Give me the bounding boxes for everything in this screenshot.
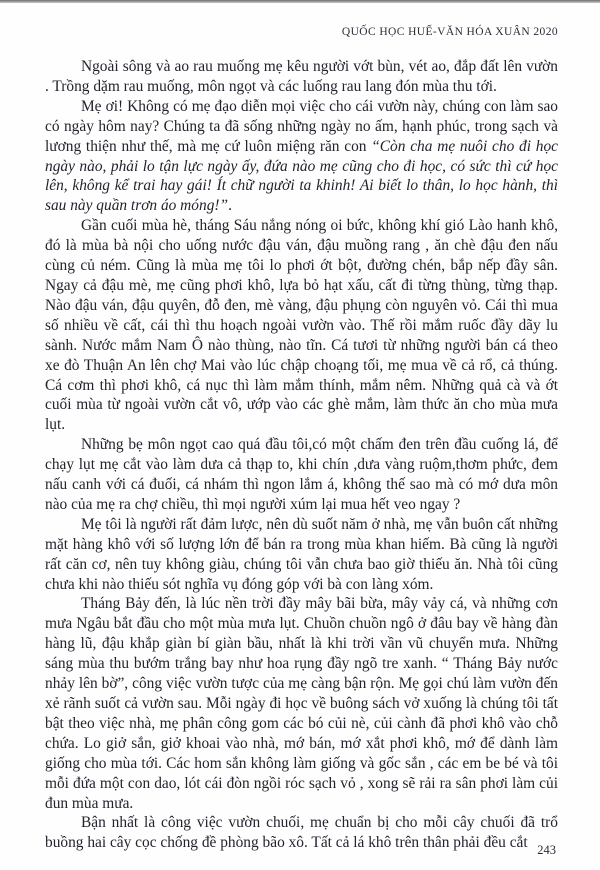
scan-top-edge <box>0 0 600 3</box>
text-run: Những bẹ môn ngọt cao quá đầu tôi,có một chấm đen trên đầu cuống lá, để chạy lụt mẹ cắt vào làm dưa cả thạp to, khi chín ,dưa vàng ruộm,thơm phức, đem nấu canh với cá đuối, cá nhám thì ngon lắm á, không thế sao mà có mớ dưa môn nào của mẹ ra chợ chiều, thì mọi người xúm lại mua hết veo ngay ? <box>45 436 558 513</box>
text-run: Tháng Bảy đến, là lúc nền trời đầy mây bãi bừa, mây vảy cá, và những cơn mưa Ngâu bắt đầu cho một mùa mưa lụt. Chuồn chuồn ngô ở đâu bay về hàng đàn hàng lũ, đậu khắp giàn bí giàn bầu, nhất là khi trời vần vũ chuyển mưa. Những sáng mùa thu bướm trắng bay như hoa rụng đầy ngõ tre xanh. “ Tháng Bảy nước nhảy lên bờ”, công việc vườn tược của mẹ càng bận rộn. Mẹ gọi chú làm vườn đến xẻ rãnh suốt cả vườn sau. Mỗi ngày đi học về buông sách vở xuống là chúng tôi tất bật theo việc nhà, mẹ phân công gom các bó củi nè, củi cành đã phơi khô vào chỗ chứa. Lo giở sắn, giở khoai vào nhà, mớ bán, mớ xắt phơi khô, mớ để dành làm giống cho mùa tới. Các hom sắn không làm giống và gốc sắn , các em be bé và tôi mỗi đứa một con dao, lót cái đòn ngồi róc sạch vỏ , xong sẽ rải ra sân phơi làm củi đun mùa mưa. <box>45 595 558 812</box>
quoted-speech: “Còn cha mẹ nuôi cho đi học ngày nào, phải lo tận lực ngày ấy, đứa nào mẹ cũng cho đi học, có sức thì cứ học lên, không kể trai hay gái! Ít chữ người ta khinh! Ai biết lo thân, lo học hành, thì sau này quần trơn áo móng!” <box>45 137 559 215</box>
page-body <box>45 57 558 853</box>
text-run: Mẹ tôi là người rất đảm lược, nên dù suốt năm ở nhà, mẹ vẫn buôn cất những mặt hàng khô với số lượng lớn để bán ra trong mùa khan hiếm. Bà cũng là người rất căn cơ, nên tuy không giàu, chúng tôi vẫn chưa bao giờ thiếu ăn. Nhà tôi cũng chưa khi nào thiếu sót nghĩa vụ đóng góp với bà con làng xóm. <box>45 515 558 593</box>
paragraph <box>45 594 558 813</box>
text-run: . <box>228 197 232 215</box>
running-header: QUỐC HỌC HUẾ-VĂN HÓA XUÂN 2020 <box>341 26 558 38</box>
text-run: Gần cuối mùa hè, tháng Sáu nắng nóng oi bức, không khí gió Lào hanh khô, đó là mùa bà nội cho uống nước đậu ván, đậu muồng rang , ăn chè đậu đen nấu cùng củ ném. Cũng là mùa mẹ tôi lo phơi ớt bột, đường chén, bắp nếp đầy sân. Ngay cả đậu mè, mẹ cũng phơi khô, lựa bỏ hạt xấu, cất đi từng thùng, từng thạp. Nào đậu ván, đậu quyên, đỗ đen, mè vàng, đậu phụng còn nguyên vỏ. Cái thì mua số nhiều về cất, cái thì thu hoạch ngoài vườn vào. Thế rồi mắm ruốc đầy dãy lu sành. Nước mắm Nam Ô nào thùng, nào tĩn. Cá tươi từ những người bán cá theo xe đò Thuận An lên chợ Mai vào lúc chập choạng tối, mẹ mua về cả rổ, cả thúng. Cá cơm thì phơi khô, cá nục thì làm mắm thính, mắm nêm. Những quả cà và ớt cuối mùa từ ngoài vườn cắt vô, ướp vào các ghè mắm, làm thức ăn cho mùa mưa lụt. <box>45 217 558 434</box>
paragraph <box>45 216 558 435</box>
text-run: Mẹ ơi! Không có mẹ đạo diễn mọi việc cho cái vườn này, chúng con làm sao có ngày hôm nay? Chúng ta đã sống những ngày no ấm, hạnh phúc, trong sạch và lương thiện như thế, mà mẹ cứ luôn miệng răn con <box>45 97 558 155</box>
paragraph <box>45 515 558 595</box>
text-run: Ngoài sông và ao rau muống mẹ kêu người vớt bùn, vét ao, đắp đất lên vườn . Trồng dặm rau muống, môn ngọt và các luống rau lang đón mùa thu tới. <box>45 58 558 95</box>
text-run: Bận nhất là công việc vườn chuối, mẹ chuẩn bị cho mỗi cây chuối đã trổ buồng hai cây cọc chống đề phòng bão xô. Tất cả lá khô trên thân phải đều cắt <box>45 814 558 852</box>
paragraph <box>45 813 558 853</box>
paragraph <box>45 97 558 216</box>
page-number: 243 <box>537 843 556 857</box>
paragraph <box>45 435 558 515</box>
paragraph <box>45 57 558 97</box>
